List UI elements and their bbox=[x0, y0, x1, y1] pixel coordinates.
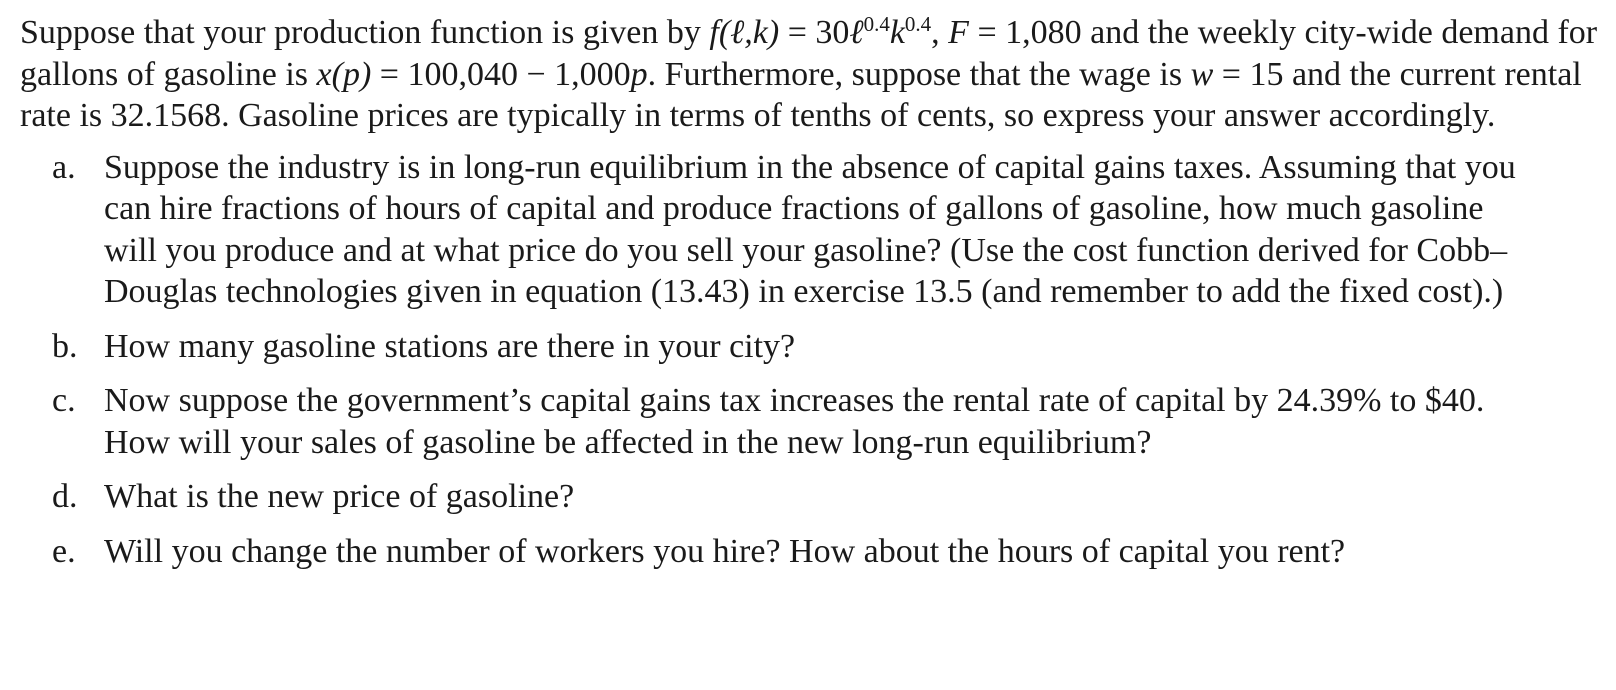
part-c-label: c. bbox=[52, 382, 76, 419]
part-b-label: b. bbox=[52, 327, 78, 365]
part-c-text: Now suppose the government’s capital gains tax increases the rental rate of capital by 24.39% to $40. How will your sales of gasoline be affected in the new long-run equilibrium? bbox=[104, 382, 1485, 461]
part-e-label: e. bbox=[52, 532, 76, 570]
part-d-text: What is the new price of gasoline? bbox=[104, 478, 575, 515]
labor-exponent: 0.4 bbox=[863, 12, 890, 36]
intro-text-2: = 30 bbox=[779, 14, 850, 51]
fixed-cost-symbol: F bbox=[948, 14, 969, 51]
price-symbol: p bbox=[630, 55, 648, 93]
intro-text-6: . Furthermore, suppose that the wage is bbox=[647, 55, 1191, 93]
part-d bbox=[20, 476, 1600, 518]
problem-parts-list bbox=[20, 147, 1600, 573]
intro-text-5: = 100,040 − 1,000 bbox=[371, 55, 631, 93]
problem-intro bbox=[20, 4, 1600, 137]
part-b-text: How many gasoline stations are there in your city? bbox=[104, 327, 796, 365]
part-b bbox=[20, 326, 1600, 368]
intro-text-4: = 1,080 and the weekly city-wide demand for gallons of gasoline is bbox=[20, 14, 1598, 93]
intro-text-7: = 15 and the current rental rate is 32.1568. Gasoline prices are typically in terms of tenths of cents, so express your answer accordingly. bbox=[20, 55, 1582, 134]
part-e-text: Will you change the number of workers you hire? How about the hours of capital you rent? bbox=[104, 532, 1346, 570]
part-a-text: Suppose the industry is in long-run equilibrium in the absence of capital gains taxes. Assuming that you can hire fractions of hours of capital and produce fractions of gallons of gasoline, how much gasoline will you produce and at what price do you sell your gasoline? (Use the cost function derived for Cobb–Douglas technologies given in equation (13.43) in exercise 13.5 (and remember to add the fixed cost).) bbox=[104, 148, 1516, 310]
labor-symbol: ℓ bbox=[849, 14, 864, 51]
part-c bbox=[20, 380, 1600, 463]
intro-text-1: Suppose that your production function is given by bbox=[20, 14, 710, 51]
demand-function-symbol: x(p) bbox=[316, 55, 372, 93]
production-function-symbol: f(ℓ,k) bbox=[709, 14, 780, 51]
capital-exponent: 0.4 bbox=[904, 12, 932, 36]
intro-text-3: , bbox=[931, 14, 949, 51]
capital-symbol: k bbox=[889, 14, 905, 51]
part-e bbox=[20, 531, 1600, 573]
part-a bbox=[20, 147, 1600, 313]
problem-page bbox=[20, 4, 1600, 572]
part-d-label: d. bbox=[52, 478, 78, 515]
part-a-label: a. bbox=[52, 148, 76, 186]
wage-symbol: w bbox=[1190, 55, 1214, 93]
